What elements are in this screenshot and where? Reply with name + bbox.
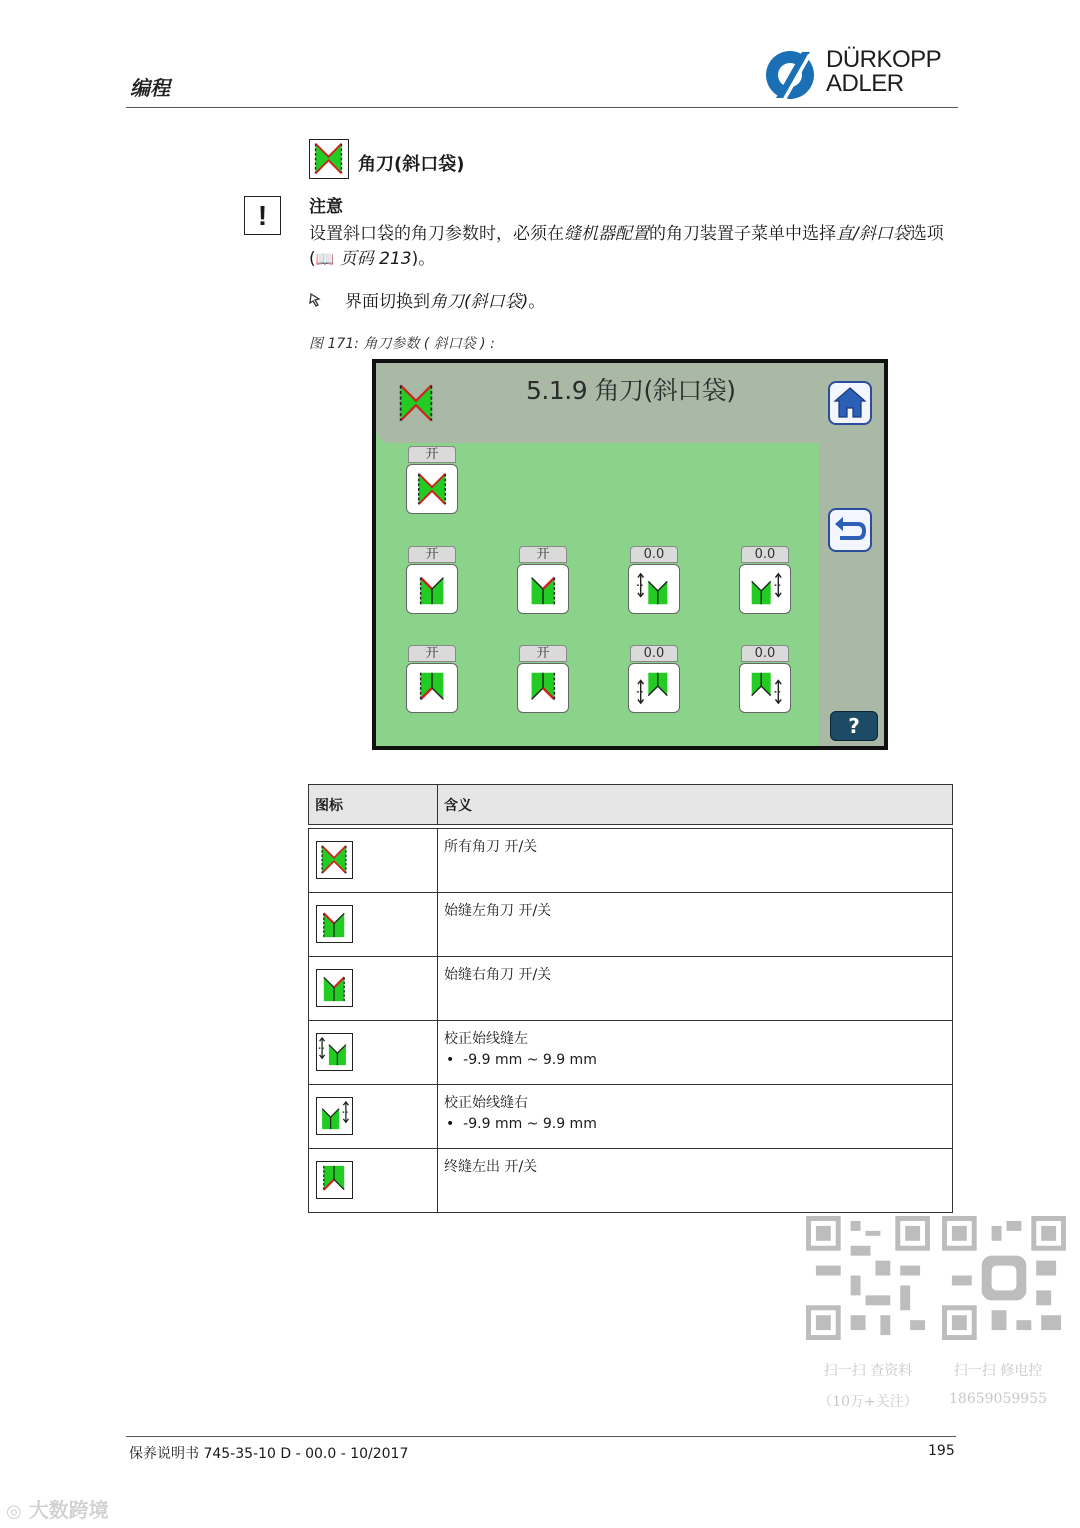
- corner-knife-menu-icon: [394, 381, 438, 425]
- warning-icon: !: [244, 196, 281, 235]
- page-number: 195: [928, 1443, 955, 1459]
- correct-seam-start-left-icon: [635, 570, 673, 608]
- logo-text-line1: DÜRKOPP: [826, 46, 942, 73]
- figure-caption: 图 171: 角刀参数 ( 斜口袋 ) :: [309, 336, 495, 352]
- row-meaning: 始缝右角刀 开/关: [444, 967, 552, 983]
- tile-correct-seam-end-right[interactable]: [739, 645, 791, 715]
- hand-pointer-icon: [309, 291, 331, 312]
- tile-value: 开: [408, 645, 456, 662]
- footer-divider: [126, 1436, 956, 1437]
- tile-seam-start-right[interactable]: [517, 546, 569, 616]
- tile-value: 0.0: [741, 645, 789, 662]
- correct-seam-start-right-icon: [316, 1097, 353, 1135]
- company-logo: [762, 48, 958, 102]
- seam-start-right-knife-icon: [316, 969, 353, 1007]
- tile-correct-seam-start-left[interactable]: [628, 546, 680, 616]
- tile-value: 开: [408, 446, 456, 463]
- page-reference[interactable]: 页码 213: [334, 249, 412, 269]
- row-meaning: 终缝左出 开/关: [444, 1159, 538, 1175]
- tile-value: 0.0: [630, 645, 678, 662]
- home-button[interactable]: [828, 381, 872, 425]
- row-range: • -9.9 mm ~ 9.9 mm: [446, 1052, 597, 1068]
- tile-seam-start-left[interactable]: [406, 546, 458, 616]
- qr-code-left[interactable]: [806, 1216, 930, 1344]
- qr-code-icon: [806, 1216, 930, 1340]
- table-row: [309, 893, 953, 957]
- icon-meaning-table: [308, 784, 953, 1213]
- chat-bubble-icon: ◎: [6, 1501, 22, 1522]
- all-corner-knives-icon: [413, 470, 451, 508]
- qr-code-right[interactable]: [942, 1216, 1066, 1344]
- logo-mark-icon: [762, 50, 824, 100]
- screen-title: 5.1.9 角刀(斜口袋): [526, 376, 736, 405]
- seam-start-right-knife-icon: [524, 570, 562, 608]
- correct-seam-start-left-icon: [316, 1033, 353, 1071]
- qr-subcaption-right: 18659059955: [949, 1391, 1047, 1407]
- instruction-step: 界面切换到角刀(斜口袋)。: [309, 287, 545, 312]
- all-corner-knives-icon: [309, 139, 349, 179]
- tile-value: 开: [408, 546, 456, 563]
- seam-end-left-icon: [316, 1161, 353, 1199]
- back-arrow-icon: [830, 510, 870, 550]
- tile-value: 0.0: [741, 546, 789, 563]
- seam-end-left-icon: [413, 669, 451, 707]
- table-header-row: [309, 785, 953, 825]
- logo-text-line2: ADLER: [826, 70, 904, 97]
- qr-caption-left: 扫一扫 查资料: [823, 1363, 913, 1379]
- tile-all-corner-knives[interactable]: [406, 446, 458, 516]
- tile-value: 0.0: [630, 546, 678, 563]
- notice-title: 注意: [309, 197, 343, 217]
- table-row: [309, 1085, 953, 1149]
- tile-correct-seam-start-right[interactable]: [739, 546, 791, 616]
- table-row: [309, 829, 953, 893]
- correct-seam-end-right-icon: [746, 669, 784, 707]
- help-button[interactable]: ?: [830, 711, 878, 741]
- tile-correct-seam-end-left[interactable]: [628, 645, 680, 715]
- table-row: [309, 1149, 953, 1213]
- document-reference: 保养说明书 745-35-10 D - 00.0 - 10/2017: [129, 1446, 409, 1462]
- tile-seam-end-right[interactable]: [517, 645, 569, 715]
- qr-subcaption-left: （10万+关注）: [818, 1394, 918, 1410]
- back-button[interactable]: [828, 508, 872, 552]
- seam-end-right-icon: [524, 669, 562, 707]
- correct-seam-end-left-icon: [635, 669, 673, 707]
- row-meaning: 所有角刀 开/关: [444, 839, 538, 855]
- tile-seam-end-left[interactable]: [406, 645, 458, 715]
- chapter-title: 编程: [130, 76, 170, 100]
- row-meaning: 始缝左角刀 开/关: [444, 903, 552, 919]
- book-icon: 📖: [315, 250, 335, 268]
- qr-code-icon: [942, 1216, 1066, 1340]
- qr-caption-right: 扫一扫 修电控: [953, 1363, 1043, 1379]
- section-title: 角刀(斜口袋): [358, 154, 465, 175]
- home-icon: [830, 383, 870, 423]
- row-meaning: 校正始线缝右: [444, 1095, 528, 1111]
- column-header-meaning: 含义: [438, 785, 953, 825]
- all-corner-knives-icon: [316, 841, 353, 879]
- seam-start-left-knife-icon: [316, 905, 353, 943]
- table-row: [309, 957, 953, 1021]
- brand-watermark: ◎ 大数跨境: [6, 1498, 109, 1522]
- seam-start-left-knife-icon: [413, 570, 451, 608]
- tile-value: 开: [519, 546, 567, 563]
- control-panel-screenshot: [372, 359, 888, 750]
- correct-seam-start-right-icon: [746, 570, 784, 608]
- column-header-icon: 图标: [309, 785, 438, 825]
- header-divider: [126, 107, 958, 108]
- row-range: • -9.9 mm ~ 9.9 mm: [446, 1116, 597, 1132]
- notice-text: 设置斜口袋的角刀参数时，必须在缝机器配置的角刀装置子菜单中选择直/斜口袋选项 (📖 页码 213)。: [309, 224, 944, 269]
- table-row: [309, 1021, 953, 1085]
- row-meaning: 校正始线缝左: [444, 1031, 528, 1047]
- tile-value: 开: [519, 645, 567, 662]
